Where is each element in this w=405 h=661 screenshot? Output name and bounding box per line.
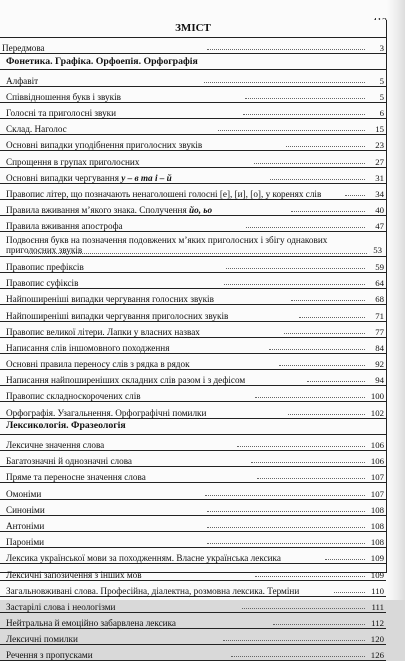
entry-title: Антоніми [6, 520, 45, 531]
dot-leader [204, 73, 365, 83]
entry-title: Пряме та переносне значення слова [6, 472, 146, 483]
toc-entry [0, 532, 386, 548]
entry-page-number: 106 [370, 440, 384, 450]
dot-leader [254, 154, 365, 164]
entry-page-number: 47 [375, 221, 385, 232]
dot-leader [286, 137, 365, 147]
dot-leader [291, 202, 365, 212]
entry-title: Основні правила переносу слів з рядка в рядок [6, 359, 190, 370]
dot-leader [243, 105, 365, 115]
entry-page-number: 109 [370, 569, 384, 580]
entry-title: Речення з пропусками [6, 650, 93, 661]
entry-page-number: 107 [370, 472, 385, 483]
entry-page-number: 112 [371, 618, 384, 629]
toc-entry [0, 645, 386, 661]
entry-page-number: 126 [370, 650, 384, 661]
section-heading [0, 54, 386, 70]
dot-leader [205, 486, 365, 496]
entry-page-number: 77 [375, 326, 385, 337]
entry-title: Орфографія. Узагальнення. Орфографічні помилки [6, 407, 207, 418]
entry-title: Загальновживані слова. Професійна, діалектна, розмовна лексика. Терміни [6, 585, 300, 596]
dot-leader [257, 469, 365, 479]
dot-leader [218, 121, 365, 131]
dot-leader [223, 631, 365, 641]
entry-page-number: 34 [375, 188, 384, 199]
dot-leader [269, 340, 365, 350]
dot-leader [299, 308, 365, 318]
entry-title: Лексичні запозичення з інших мов [6, 569, 142, 580]
entry-page-number: 120 [370, 634, 384, 645]
entry-page-number: 94 [375, 375, 385, 386]
table-of-contents [0, 20, 387, 661]
dot-leader [207, 502, 365, 512]
toc-entry [0, 87, 386, 103]
dot-leader [251, 453, 366, 463]
scan-shadow [387, 0, 405, 600]
entry-page-number: 5 [379, 75, 384, 86]
dot-leader [207, 40, 365, 50]
dot-leader [273, 615, 366, 625]
entry-page-number: 107 [370, 488, 384, 499]
entry-page-number: 92 [375, 359, 385, 370]
entry-title: Правопис суфіксів [6, 278, 79, 289]
dot-leader [226, 259, 365, 269]
entry-page-number: 71 [375, 310, 385, 321]
entry-page-number: 31 [375, 172, 385, 183]
toc-entry [0, 548, 386, 564]
entry-title: Лексичне значення слова [6, 440, 105, 450]
toc-entry [0, 322, 386, 338]
toc-entry [0, 289, 386, 305]
toc-entry [0, 435, 386, 451]
entry-page-number: 84 [375, 342, 385, 353]
entry-page-number: 108 [370, 504, 385, 515]
toc-entry [0, 135, 386, 151]
entry-page-number: 40 [375, 205, 384, 216]
entry-page-number: 5 [379, 91, 384, 102]
dot-leader [255, 388, 365, 398]
toc-entry [0, 257, 386, 273]
dot-leader [245, 89, 365, 99]
entry-page-number: 15 [375, 124, 385, 135]
toc-entry [0, 184, 386, 200]
entry-title: Найпоширеніші випадки чергування голосних звуків [6, 294, 214, 305]
entry-title: Передмова [2, 43, 45, 54]
entry-title: Правопис префіксів [6, 261, 84, 272]
dot-leader [207, 534, 365, 544]
entry-page-number: 53 [373, 244, 382, 255]
entry-title: Алфавіт [6, 75, 39, 86]
entry-page-number: 27 [375, 156, 385, 167]
entry-title: Лексика української мови за походженням. Власне українська лексика [6, 553, 281, 564]
toc-entry [0, 200, 386, 216]
dot-leader [242, 599, 365, 609]
entry-page-number: 108 [370, 520, 384, 531]
entry-page-number: 109 [370, 553, 384, 564]
toc-entry [0, 386, 386, 402]
entry-title: Співвідношення букв і звуків [6, 91, 121, 102]
toc-entry [0, 70, 386, 86]
entry-page-number: 108 [370, 537, 385, 548]
toc-entry [0, 467, 386, 483]
dot-leader [307, 372, 365, 382]
entry-page-number: 106 [370, 456, 385, 467]
dot-leader [246, 218, 365, 228]
entry-page-number: 59 [375, 261, 385, 272]
toc-entry [0, 168, 386, 184]
entry-emphasis: у – в та і – й [121, 172, 172, 183]
section-title: Фонетика. Графіка. Орфоепія. Орфографія [6, 55, 198, 67]
entry-title: Написання найпоширеніших складних слів разом і з дефісом [6, 375, 246, 386]
dot-leader [28, 244, 367, 254]
entry-title: Правопис складноскорочених слів [6, 391, 141, 402]
toc-entry [0, 613, 386, 629]
entry-title: Пароніми [6, 537, 45, 548]
entry-title: Багатозначні й однозначні слова [6, 456, 133, 467]
entry-page-number: 68 [375, 294, 384, 305]
toc-entry [0, 451, 386, 467]
dot-leader [345, 186, 365, 196]
entry-title: Синоніми [6, 504, 45, 515]
toc-entry [0, 354, 386, 370]
toc-entry [0, 273, 386, 289]
toc-entry [0, 338, 386, 354]
toc-entry [0, 151, 386, 167]
entry-title: Застарілі слова і неологізми [6, 601, 116, 612]
entry-title: Спрощення в групах приголосних [6, 156, 140, 167]
dot-leader [325, 550, 365, 560]
entry-title: Омоніми [6, 488, 42, 499]
entry-title: Голосні та приголосні звуки [6, 107, 117, 118]
toc-entry [0, 581, 386, 597]
dot-leader [284, 324, 365, 334]
dot-leader [224, 275, 365, 285]
toc-list [0, 38, 386, 661]
toc-entry [0, 597, 386, 613]
entry-page-number: 100 [370, 391, 385, 402]
entry-page-number: 23 [375, 140, 384, 151]
toc-entry [0, 305, 386, 321]
entry-title: Правопис великої літери. Лапки у власних назвах [6, 326, 200, 337]
entry-page-number: 3 [379, 43, 385, 54]
entry-title: Лексичні помилки [6, 634, 78, 645]
toc-entry [0, 232, 386, 257]
dot-leader [237, 437, 365, 447]
toc-entry [0, 216, 386, 232]
dot-leader [255, 567, 365, 577]
entry-title: Основні випадки уподібнення приголосних звуків [6, 140, 203, 151]
contents-title: ЗМІСТ [0, 20, 386, 38]
entry-title: Найпоширеніші випадки чергування приголосних звуків [6, 310, 229, 321]
section-title: Лексикологія. Фразеологія [6, 420, 126, 432]
entry-title: Основні випадки чергування у – в та і – й [6, 172, 172, 183]
toc-entry [0, 483, 386, 499]
entry-title: Нейтральна й емоційно забарвлена лексика [6, 618, 176, 629]
toc-entry [0, 370, 386, 386]
entry-emphasis: йо, ьо [189, 205, 213, 216]
dot-leader [288, 405, 365, 415]
toc-entry [0, 629, 386, 645]
dot-leader [270, 170, 365, 180]
dot-leader [291, 291, 365, 301]
toc-entry [0, 103, 386, 119]
dot-leader [207, 518, 365, 528]
toc-entry [0, 516, 386, 532]
entry-title: Правила вживання м’якого знака. Сполучення йо, ьо [6, 205, 213, 216]
dot-leader [334, 583, 365, 593]
entry-page-number: 64 [375, 278, 385, 289]
entry-page-number: 102 [370, 407, 384, 418]
entry-page-number: 110 [371, 585, 385, 596]
toc-entry [0, 38, 386, 54]
entry-title: Написання слів іншомовного походження [6, 342, 170, 353]
entry-title: Правила вживання апострофа [6, 221, 123, 232]
entry-page-number: 111 [371, 601, 385, 612]
toc-entry [0, 402, 386, 418]
dot-leader [279, 356, 365, 366]
entry-title: Склад. Наголос [6, 124, 67, 135]
dot-leader [231, 647, 365, 657]
toc-entry [0, 119, 386, 135]
entry-title: Правопис літер, що позначають ненаголошені голосні [е], [и], [о], у коренях слів [6, 188, 322, 199]
entry-title: Подвоєння букв на позначення подовжених м’яких приголосних і збігу однакових приголосних звуків [6, 235, 328, 256]
toc-entry [0, 500, 386, 516]
section-heading [0, 419, 386, 435]
entry-page-number: 6 [379, 107, 385, 118]
toc-entry [0, 564, 386, 580]
